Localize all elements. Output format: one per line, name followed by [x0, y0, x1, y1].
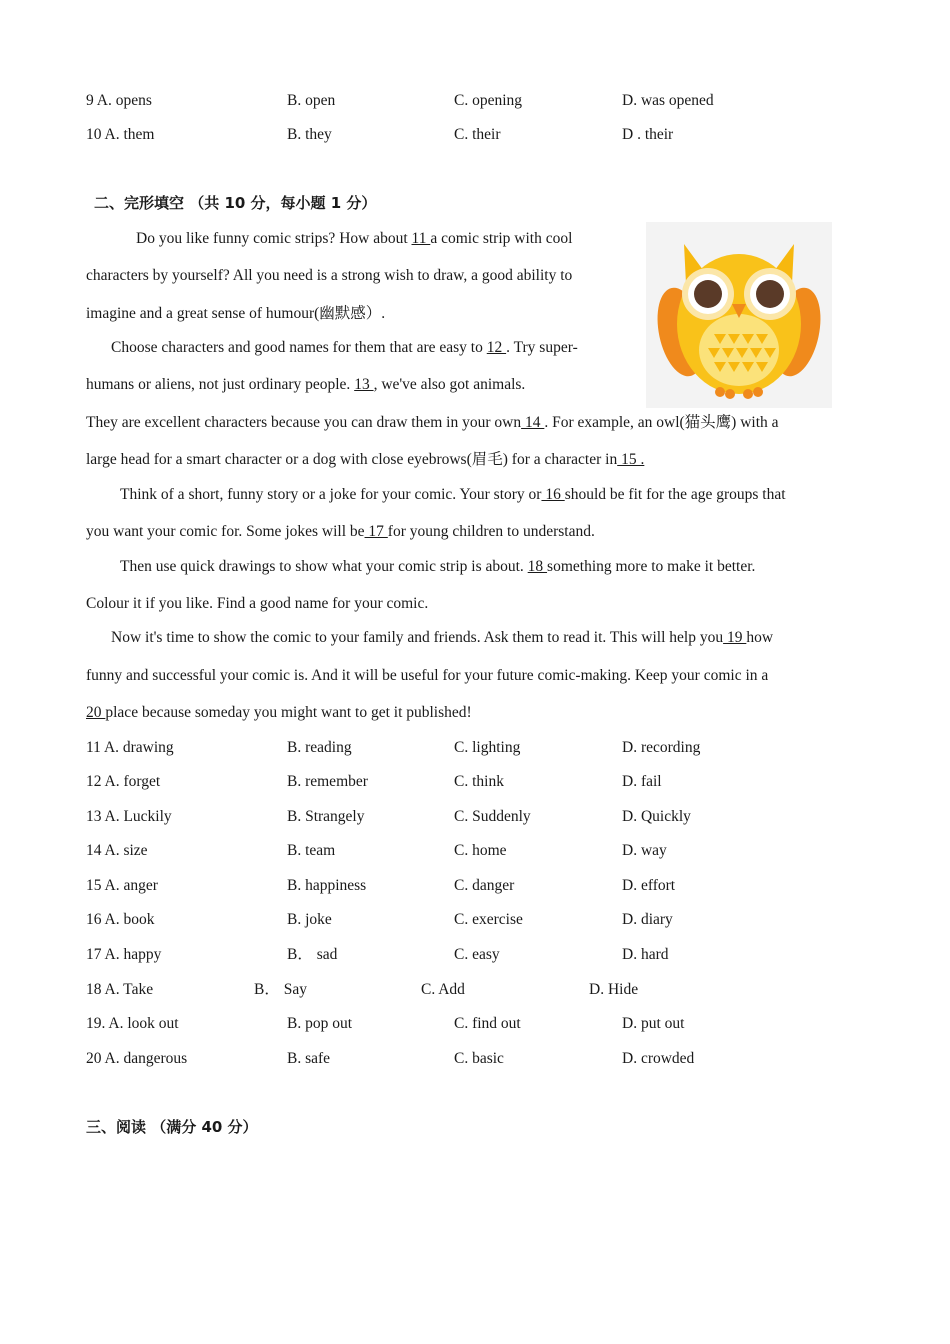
passage-text: characters by yourself? All you need is a strong wish to draw, a good ability to	[86, 267, 573, 284]
option-b: B. Strangely	[287, 808, 365, 825]
option-b: B. reading	[287, 739, 352, 756]
option-b: B. remember	[287, 773, 368, 790]
passage-text: imagine and a great sense of humour(幽默感）.	[86, 305, 386, 322]
option-a: 14 A. size	[86, 842, 148, 859]
option-b: B. team	[287, 842, 336, 859]
option-c: C. their	[454, 126, 501, 143]
blank-11: 11	[411, 230, 431, 247]
option-a: 16 A. book	[86, 911, 155, 928]
option-c: C. lighting	[454, 739, 521, 756]
passage-line	[86, 665, 768, 687]
option-c: C. Add	[421, 981, 465, 998]
option-c: C. find out	[454, 1015, 521, 1032]
blank-20: 20	[86, 704, 106, 721]
option-c: C. home	[454, 842, 507, 859]
blank-17: 17	[364, 523, 388, 540]
blank-13: 13	[354, 376, 374, 393]
passage-text: Think of a short, funny story or a joke for your comic. Your story or	[120, 486, 542, 503]
option-a: 15 A. anger	[86, 877, 158, 894]
option-d: D. effort	[622, 877, 676, 894]
option-a: 10 A. them	[86, 126, 155, 143]
option-c: C. danger	[454, 877, 515, 894]
option-d: D. way	[622, 842, 667, 859]
option-b: B. joke	[287, 911, 332, 928]
passage-text: funny and successful your comic is. And it will be useful for your future comic-making. Keep your comic in a	[86, 667, 769, 684]
option-a: 12 A. forget	[86, 773, 161, 790]
option-a: 20 A. dangerous	[86, 1050, 188, 1067]
passage-text: something more to make it better.	[547, 558, 756, 575]
blank-14: 14	[521, 414, 545, 431]
passage-line	[120, 556, 755, 578]
passage-line	[86, 374, 525, 396]
passage-text: They are excellent characters because you can draw them in your own	[86, 414, 522, 431]
option-b: B. safe	[287, 1050, 331, 1067]
passage-text: , we've also got animals.	[373, 376, 526, 393]
passage-text: Colour it if you like. Find a good name for your comic.	[86, 595, 429, 612]
passage-text: Choose characters and good names for them that are easy to	[111, 339, 487, 356]
passage-line	[86, 521, 595, 543]
passage-text: . For example, an owl(猫头鹰) with a	[544, 414, 779, 431]
option-c: C. think	[454, 773, 504, 790]
option-b: B. they	[287, 126, 332, 143]
passage-text: you want your comic for. Some jokes will be	[86, 523, 365, 540]
option-d: D. hard	[622, 946, 669, 963]
option-c: C. exercise	[454, 911, 523, 928]
passage-text: Now it's time to show the comic to your family and friends. Ask them to read it. This will help you	[111, 629, 724, 646]
option-b: B. happiness	[287, 877, 367, 894]
passage-text: Do you like funny comic strips? How about	[136, 230, 412, 247]
passage-line	[86, 449, 644, 471]
blank-12: 12	[486, 339, 507, 356]
passage-line	[111, 627, 773, 649]
option-a: 11 A. drawing	[86, 739, 174, 756]
option-a: 19. A. look out	[86, 1015, 179, 1032]
passage-line	[136, 228, 572, 250]
option-d: D. diary	[622, 911, 673, 928]
option-d: D. was opened	[622, 92, 714, 109]
option-b: B． Say	[254, 981, 307, 998]
passage-line	[120, 484, 786, 506]
passage-line	[86, 412, 779, 434]
option-d: D. Quickly	[622, 808, 691, 825]
passage-text: large head for a smart character or a dog with close eyebrows(眉毛) for a character in	[86, 451, 618, 468]
passage-line	[86, 303, 385, 325]
section-2-heading: 二、完形填空 （共 10 分，每小题 1 分）	[94, 194, 377, 212]
passage-text: . Try super-	[506, 339, 578, 356]
passage-text: Then use quick drawings to show what your comic strip is about.	[120, 558, 528, 575]
option-c: C. easy	[454, 946, 500, 963]
option-d: D . their	[622, 126, 674, 143]
option-a: 18 A. Take	[86, 981, 154, 998]
blank-19: 19	[723, 629, 747, 646]
option-b: B. open	[287, 92, 336, 109]
owl-illustration-icon	[646, 222, 832, 408]
passage-line	[86, 265, 572, 287]
option-b: B． sad	[287, 946, 338, 963]
blank-18: 18	[527, 558, 548, 575]
option-d: D. put out	[622, 1015, 685, 1032]
section-3-heading: 三、阅读 （满分 40 分）	[86, 1118, 258, 1136]
option-d: D. recording	[622, 739, 701, 756]
option-a: 9 A. opens	[86, 92, 152, 109]
option-d: D. Hide	[589, 981, 639, 998]
passage-text: how	[746, 629, 774, 646]
option-c: C. Suddenly	[454, 808, 531, 825]
blank-15: 15 .	[617, 451, 645, 468]
option-d: D. crowded	[622, 1050, 695, 1067]
passage-text: place because someday you might want to get it published!	[105, 704, 472, 721]
blank-16: 16	[541, 486, 565, 503]
option-a: 13 A. Luckily	[86, 808, 172, 825]
option-c: C. opening	[454, 92, 523, 109]
passage-text: a comic strip with cool	[430, 230, 573, 247]
passage-text: for young children to understand.	[387, 523, 595, 540]
passage-text: should be fit for the age groups that	[564, 486, 786, 503]
passage-line	[86, 593, 428, 615]
passage-line	[111, 337, 578, 359]
passage-text: humans or aliens, not just ordinary people.	[86, 376, 355, 393]
option-d: D. fail	[622, 773, 662, 790]
option-a: 17 A. happy	[86, 946, 162, 963]
option-b: B. pop out	[287, 1015, 353, 1032]
passage-line	[86, 702, 472, 724]
option-c: C. basic	[454, 1050, 504, 1067]
